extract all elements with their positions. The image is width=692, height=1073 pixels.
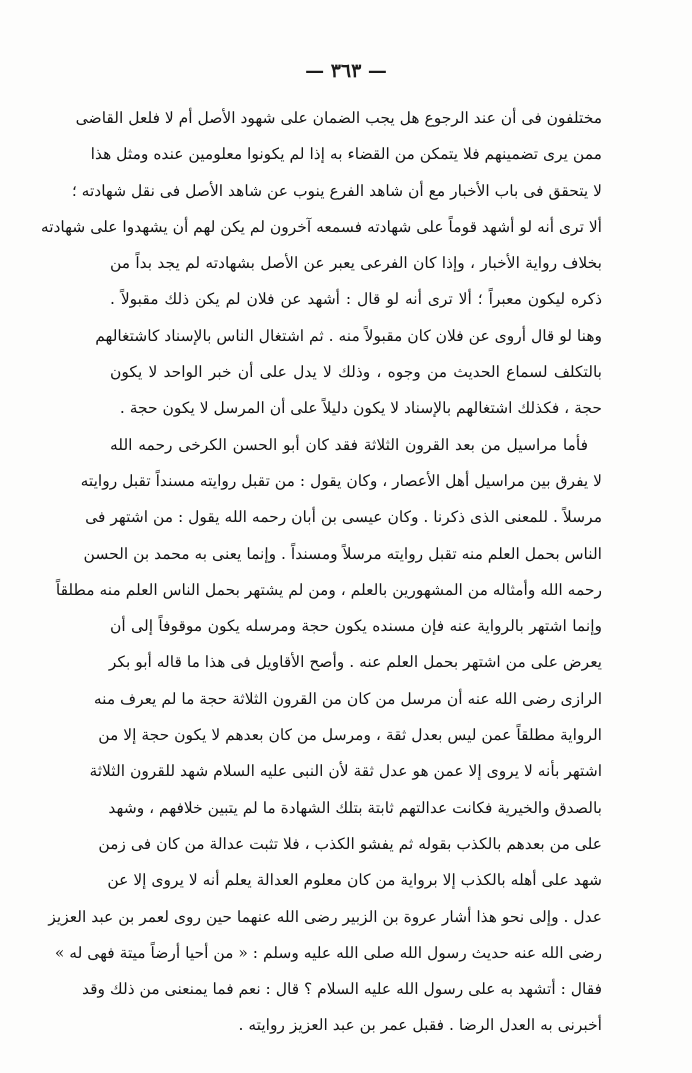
text-line: رضى الله عنه حديث رسول الله صلى الله عليه وسلم : « من أحيا أرضاً ميتة فهى له » — [54, 943, 602, 962]
text-line: رحمه الله وأمثاله من المشهورين بالعلم ، ومن لم يشتهر بحمل الناس العلم منه مطلقاً — [55, 580, 602, 599]
text-line: اشتهر بأنه لا يروى إلا عمن هو عدل ثقة لأن النبى عليه السلام شهد للقرون الثلاثة — [89, 762, 602, 781]
text-line: بالصدق والخيرية فكانت عدالتهم ثابتة بتلك الشهادة ما لم يتبين خلافهم ، وشهد — [108, 798, 602, 817]
text-line: فقال : أتشهد به على رسول الله عليه السلام ؟ قال : نعم فما يمنعنى من ذلك وقد — [81, 980, 602, 999]
text-line: وهنا لو قال أروى عن فلان كان مقبولاً منه . ثم اشتغال الناس بالإسناد كاشتغالهم — [95, 326, 602, 345]
text-line: لا يتحقق فى باب الأخبار مع أن شاهد الفرع ينوب عن شاهد الأصل فى نقل شهادته ؛ — [71, 181, 602, 200]
text-line: ألا ترى أنه لو أشهد قوماً على شهادته فسمعه آخرون لم يكن لهم أن يشهدوا على شهادته — [40, 217, 602, 236]
text-line: أخبرنى به العدل الرضا . فقبل عمر بن عبد العزيز روايته . — [238, 1016, 602, 1035]
text-line: يعرض على من اشتهر بحمل العلم عنه . وأصح الأقاويل فى هذا ما قاله أبو بكر — [108, 653, 602, 672]
text-line: الرواية مطلقاً عمن ليس بعدل ثقة ، ومرسل من كان بعدهم لا يكون حجة إلا من — [98, 726, 602, 745]
text-line: حجة ، فكذلك اشتغالهم بالإسناد لا يكون دليلاً على أن المرسل لا يكون حجة . — [119, 399, 602, 418]
text-line: الناس بحمل العلم منه تقبل روايته مرسلاً ومسنداً . وإنما يعنى به محمد بن الحسن — [83, 544, 602, 563]
text-line: لا يفرق بين مراسيل أهل الأعصار ، وكان يقول : من تقبل روايته مسنداً تقبل روايته — [80, 471, 602, 490]
text-line: ذكره ليكون معبراً ؛ ألا ترى أنه لو قال : أشهد عن فلان لم يكن ذلك مقبولاً . — [110, 290, 602, 309]
text-line: الرازى رضى الله عنه أن مرسل من كان من القرون الثلاثة حجة ما لم يعرف منه — [93, 689, 602, 708]
text-line: مرسلاً . للمعنى الذى ذكرنا . وكان عيسى بن أبان رحمه الله يقول : من اشتهر فى — [85, 508, 602, 527]
text-line: مختلفون فى أن عند الرجوع هل يجب الضمان على شهود الأصل أم لا فلعل القاضى — [75, 109, 602, 127]
text-line: ممن يرى تضمينهم فلا يتمكن من القضاء به إذا لم يكونوا معلومين عنده ومثل هذا — [90, 145, 602, 164]
text-line: شهد على أهله بالكذب إلا برواية من كان معلوم العدالة يعلم أنه لا يروى إلا عن — [107, 871, 602, 890]
text-line: بخلاف رواية الأخبار ، وإذا كان الفرعى يعبر عن الأصل بشهادته لم يجد بداً من — [110, 254, 602, 273]
page-number: — ٣٦٣ — — [305, 60, 387, 82]
text-line: على من بعدهم بالكذب بقوله ثم يفشو الكذب ، فلا تثبت عدالة من كان فى زمن — [98, 834, 602, 853]
text-line: عدل . وإلى نحو هذا أشار عروة بن الزبير رضى الله عنهما حين روى لعمر بن عبد العزيز — [48, 907, 602, 926]
text-line: بالتكلف لسماع الحديث من وجوه ، وذلك لا يدل على أن خبر الواحد لا يكون — [110, 363, 602, 382]
text-line: فأما مراسيل من بعد القرون الثلاثة فقد كان أبو الحسن الكرخى رحمه الله — [110, 435, 588, 454]
text-line: وإنما اشتهر بالرواية عنه فإن مسنده يكون حجة ومرسله يكون موقوفاً إلى أن — [110, 617, 602, 636]
body-text — [40, 100, 602, 1044]
